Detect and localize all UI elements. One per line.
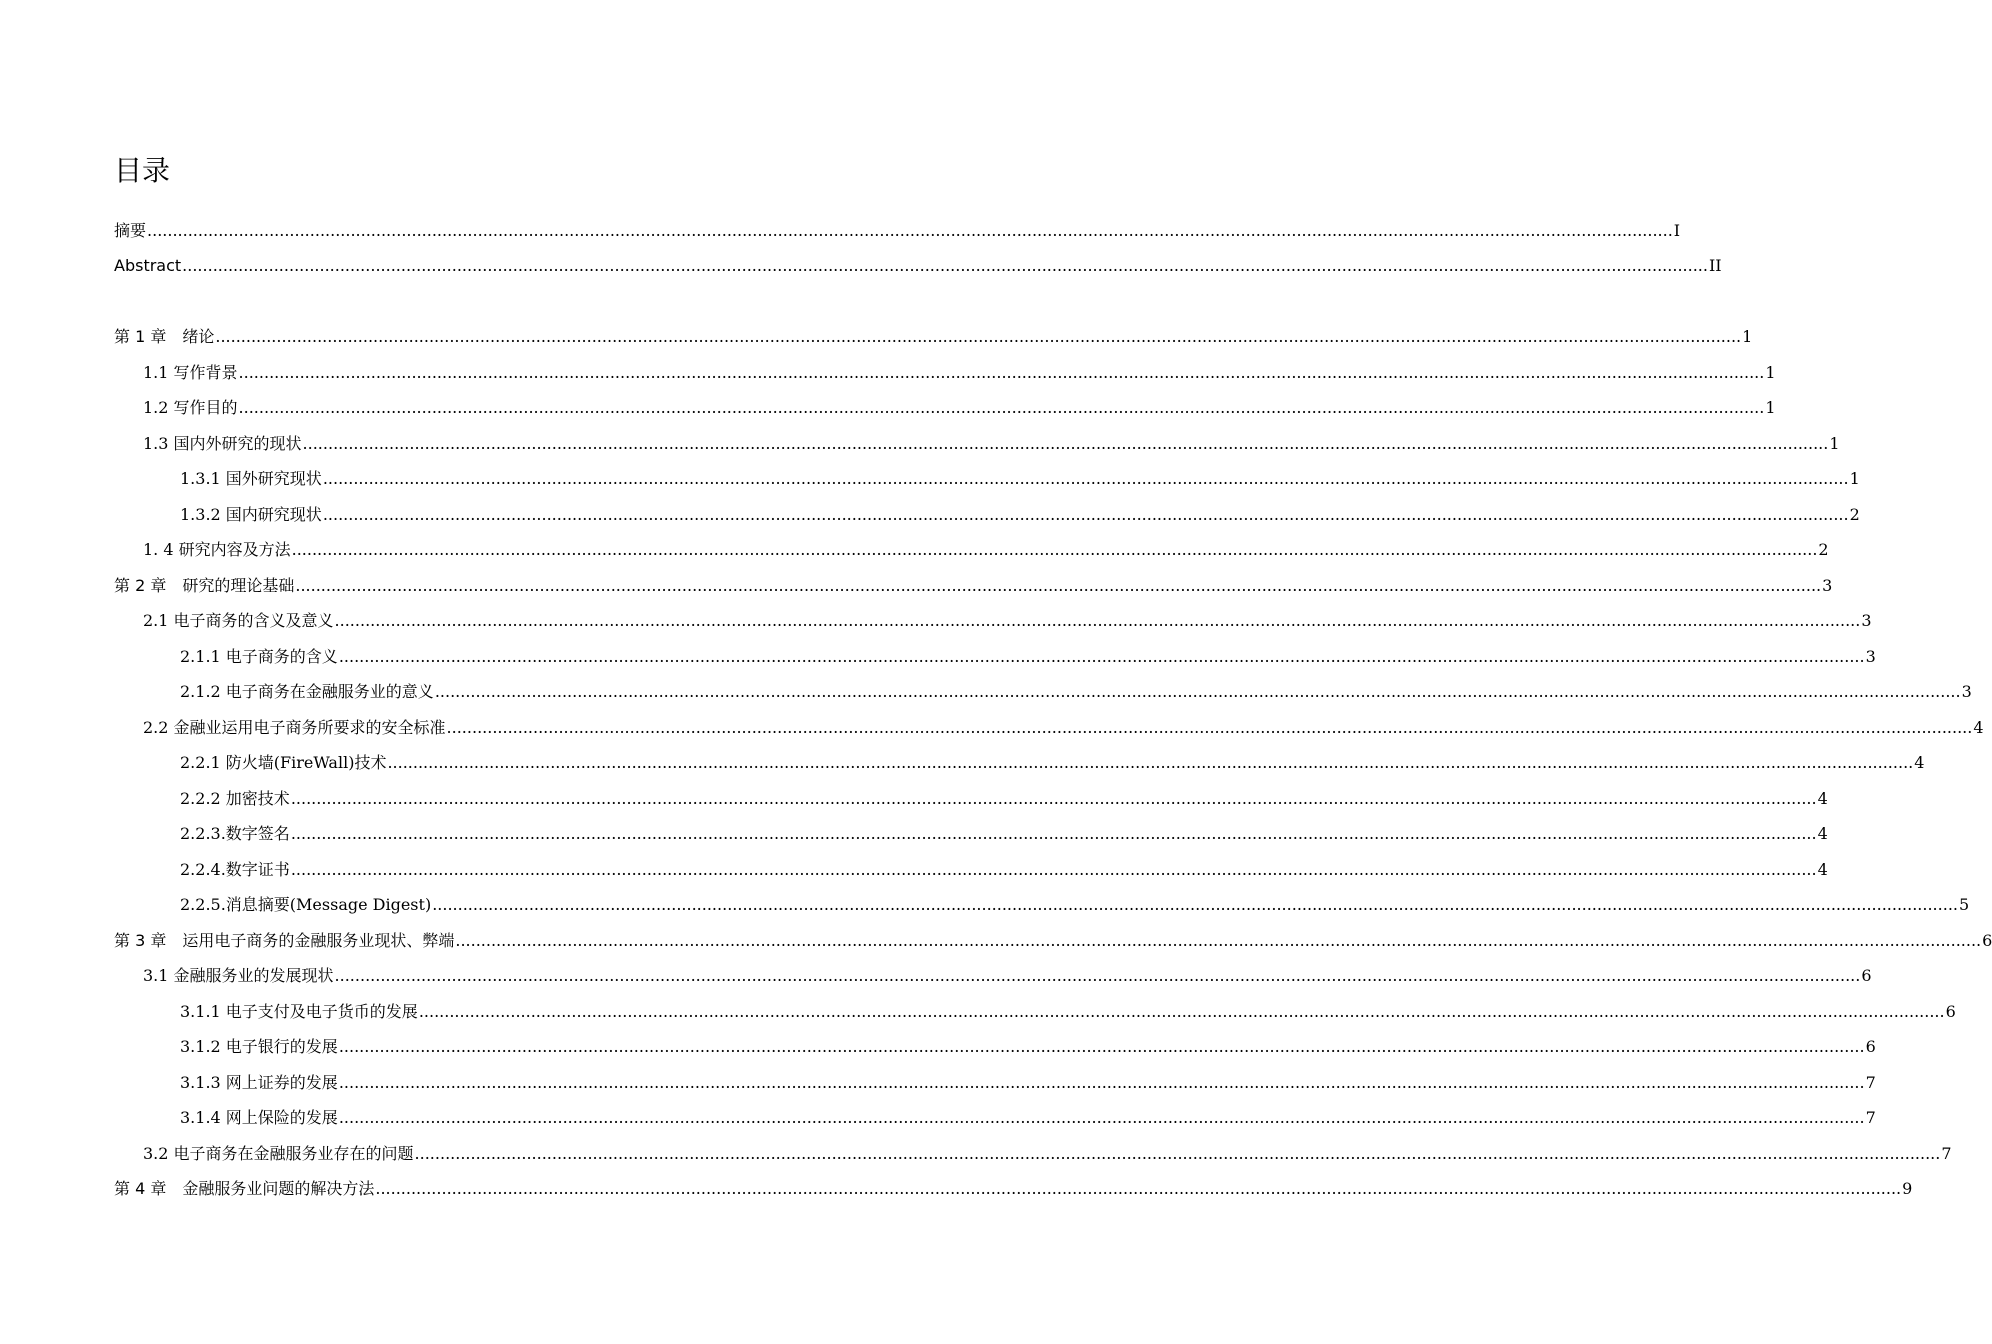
toc-entry-2-1-2[interactable] [180, 668, 1972, 702]
toc-entry-label: 1.3.1 国外研究现状 [180, 469, 322, 488]
toc-leader-dots: ............................................................................................................................................................................................................................................................................................................ [334, 966, 1861, 985]
toc-entry-3-1[interactable] [143, 952, 1872, 986]
toc-entry-1-4[interactable] [143, 526, 1829, 560]
toc-leader-dots: ............................................................................................................................................................................................................................................................................................................ [338, 1073, 1865, 1092]
toc-entry-label: 2.2.4.数字证书 [180, 860, 290, 879]
toc-leader-dots: ............................................................................................................................................................................................................................................................................................................ [455, 931, 1982, 950]
toc-entry-label: 2.2.5.消息摘要(Message Digest) [180, 895, 432, 914]
toc-entry-page: 7 [1865, 1073, 1876, 1092]
toc-entry-label: 1. 4 研究内容及方法 [143, 540, 291, 559]
toc-entry-label: 3.1.2 电子银行的发展 [180, 1037, 338, 1056]
toc-leader-dots: ............................................................................................................................................................................................................................................................................................................ [334, 611, 1861, 630]
toc-entry-label: 1.3.2 国内研究现状 [180, 505, 322, 524]
toc-entry-page: 9 [1902, 1179, 1913, 1198]
toc-leader-dots: ............................................................................................................................................................................................................................................................................................................ [238, 398, 1765, 417]
toc-entry-label: 2.2.3.数字签名 [180, 824, 290, 843]
toc-entry-page: 1 [1765, 363, 1776, 382]
toc-entry-page: 4 [1817, 860, 1828, 879]
toc-entry-3-1-1[interactable] [180, 988, 1956, 1022]
toc-leader-dots: ............................................................................................................................................................................................................................................................................................................ [238, 363, 1765, 382]
toc-entry-page: 4 [1817, 789, 1828, 808]
toc-entry-page: 4 [1973, 718, 1984, 737]
toc-entry-page: 3 [1961, 682, 1972, 701]
toc-entry-label: 3.1.4 网上保险的发展 [180, 1108, 338, 1127]
toc-entry-label: 摘要 [114, 221, 147, 240]
toc-entry-label: 第 4 章 金融服务业问题的解决方法 [114, 1179, 375, 1198]
toc-title: 目录 [114, 154, 171, 187]
toc-entry-label: 1.3 国内外研究的现状 [143, 434, 302, 453]
toc-entry-abstract-cn[interactable] [114, 207, 1681, 241]
toc-entry-3-1-3[interactable] [180, 1059, 1876, 1093]
toc-leader-dots: ............................................................................................................................................................................................................................................................................................................ [291, 540, 1818, 559]
toc-entry-page: 1 [1765, 398, 1776, 417]
toc-entry-label: 2.1.1 电子商务的含义 [180, 647, 338, 666]
toc-entry-2-2-5[interactable] [180, 881, 1970, 915]
toc-entry-label: 2.1.2 电子商务在金融服务业的意义 [180, 682, 434, 701]
toc-entry-label: 3.1 金融服务业的发展现状 [143, 966, 334, 985]
toc-entry-label: 3.2 电子商务在金融服务业存在的问题 [143, 1144, 414, 1163]
toc-entry-page: 1 [1849, 469, 1860, 488]
toc-leader-dots: ............................................................................................................................................................................................................................................................................................................ [387, 753, 1914, 772]
toc-entry-2-1[interactable] [143, 597, 1872, 631]
toc-entry-page: 4 [1817, 824, 1828, 843]
toc-entry-3-1-2[interactable] [180, 1023, 1876, 1057]
toc-entry-chapter-2[interactable] [114, 562, 1833, 596]
toc-leader-dots: ............................................................................................................................................................................................................................................................................................................ [446, 718, 1973, 737]
toc-entry-page: 6 [1982, 931, 1992, 950]
toc-entry-chapter-1[interactable] [114, 313, 1753, 347]
toc-entry-3-1-4[interactable] [180, 1094, 1876, 1128]
toc-entry-2-2-3[interactable] [180, 810, 1828, 844]
toc-leader-dots: ............................................................................................................................................................................................................................................................................................................ [338, 647, 1865, 666]
toc-entry-2-2[interactable] [143, 704, 1984, 738]
toc-entry-page: 7 [1865, 1108, 1876, 1127]
toc-entry-page: 7 [1941, 1144, 1952, 1163]
toc-leader-dots: ............................................................................................................................................................................................................................................................................................................ [290, 789, 1817, 808]
toc-leader-dots: ............................................................................................................................................................................................................................................................................................................ [338, 1037, 1865, 1056]
toc-entry-3-2[interactable] [143, 1130, 1952, 1164]
toc-entry-page: 6 [1865, 1037, 1876, 1056]
toc-entry-page: 3 [1861, 611, 1872, 630]
toc-entry-page: 6 [1861, 966, 1872, 985]
toc-entry-1-2[interactable] [143, 384, 1776, 418]
toc-entry-page: 6 [1945, 1002, 1956, 1021]
toc-entry-page: 4 [1914, 753, 1925, 772]
toc-entry-2-2-2[interactable] [180, 775, 1828, 809]
toc-entry-page: I [1673, 221, 1681, 240]
toc-entry-label: 2.2.2 加密技术 [180, 789, 290, 808]
toc-entry-chapter-4[interactable] [114, 1165, 1913, 1199]
toc-entry-page: 3 [1822, 576, 1833, 595]
toc-leader-dots: ............................................................................................................................................................................................................................................................................................................ [338, 1108, 1865, 1127]
toc-entry-1-1[interactable] [143, 349, 1776, 383]
toc-entry-label: 第 3 章 运用电子商务的金融服务业现状、弊端 [114, 931, 455, 950]
toc-leader-dots: ............................................................................................................................................................................................................................................................................................................ [434, 682, 1961, 701]
toc-entry-label: 2.2 金融业运用电子商务所要求的安全标准 [143, 718, 446, 737]
toc-entry-2-1-1[interactable] [180, 633, 1876, 667]
toc-leader-dots: ............................................................................................................................................................................................................................................................................................................ [322, 469, 1849, 488]
toc-entry-page: 5 [1958, 895, 1970, 914]
toc-entry-label: 第 1 章 绪论 [114, 327, 215, 346]
toc-entry-label: 1.2 写作目的 [143, 398, 238, 417]
toc-entry-page: 1 [1742, 327, 1753, 346]
toc-entry-chapter-3[interactable] [114, 917, 1992, 951]
toc-leader-dots: ............................................................................................................................................................................................................................................................................................................ [215, 327, 1742, 346]
toc-leader-dots: ............................................................................................................................................................................................................................................................................................................ [418, 1002, 1945, 1021]
toc-leader-dots: ............................................................................................................................................................................................................................................................................................................ [290, 824, 1817, 843]
toc-entry-label: 3.1.3 网上证券的发展 [180, 1073, 338, 1092]
toc-entry-label: 第 2 章 研究的理论基础 [114, 576, 295, 595]
toc-leader-dots: ............................................................................................................................................................................................................................................................................................................ [290, 860, 1817, 879]
toc-entry-1-3-2[interactable] [180, 491, 1860, 525]
toc-leader-dots: ............................................................................................................................................................................................................................................................................................................ [432, 895, 1958, 914]
toc-entry-label: 2.2.1 防火墙(FireWall)技术 [180, 753, 387, 772]
toc-leader-dots: ............................................................................................................................................................................................................................................................................................................ [295, 576, 1822, 595]
toc-leader-dots: ............................................................................................................................................................................................................................................................................................................ [322, 505, 1849, 524]
toc-leader-dots: ............................................................................................................................................................................................................................................................................................................ [414, 1144, 1941, 1163]
toc-entry-2-2-1[interactable] [180, 739, 1925, 773]
toc-entry-abstract-en[interactable] [114, 242, 1722, 276]
toc-entry-label: 1.1 写作背景 [143, 363, 238, 382]
toc-entry-page: II [1708, 256, 1722, 275]
toc-entry-label: Abstract [114, 256, 182, 275]
toc-entry-label: 3.1.1 电子支付及电子货币的发展 [180, 1002, 418, 1021]
toc-entry-label: 2.1 电子商务的含义及意义 [143, 611, 334, 630]
toc-entry-2-2-4[interactable] [180, 846, 1828, 880]
toc-leader-dots: ............................................................................................................................................................................................................................................................................................................ [147, 221, 1673, 240]
toc-leader-dots: ............................................................................................................................................................................................................................................................................................................ [302, 434, 1829, 453]
toc-leader-dots: ............................................................................................................................................................................................................................................................................................................ [182, 256, 1708, 275]
toc-entry-1-3-1[interactable] [180, 455, 1860, 489]
toc-entry-page: 1 [1829, 434, 1840, 453]
toc-entry-page: 2 [1849, 505, 1860, 524]
toc-leader-dots: ............................................................................................................................................................................................................................................................................................................ [375, 1179, 1902, 1198]
toc-entry-page: 3 [1865, 647, 1876, 666]
toc-entry-page: 2 [1818, 540, 1829, 559]
toc-entry-1-3[interactable] [143, 420, 1840, 454]
